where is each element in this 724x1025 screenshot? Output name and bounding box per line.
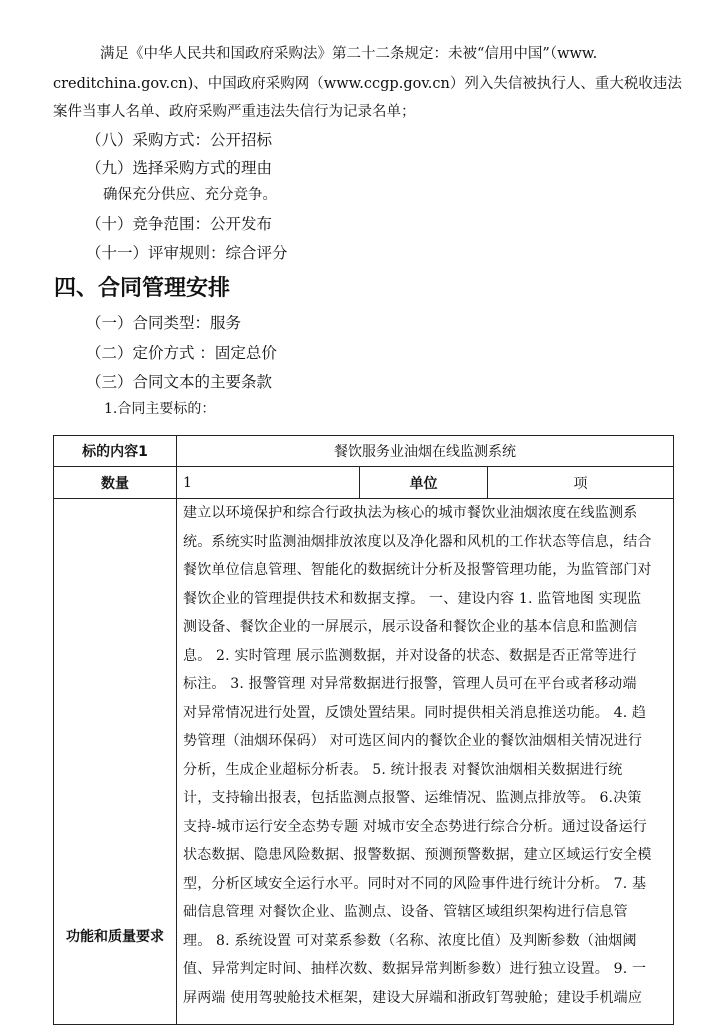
requirements-line: 对异常情况进行处置，反馈处置结果。同时提供相关消息推送功能。 4. 趋 <box>183 704 647 721</box>
requirements-line: 状态数据、隐患风险数据、报警数据、预测预警数据，建立区域运行安全模 <box>183 847 652 863</box>
requirements-label: 功能和质量要求 <box>54 499 177 1025</box>
requirements-line: 型，分析区域安全运行水平。同时对不同的风险事件进行统计分析。 7. 基 <box>183 875 647 892</box>
requirements-line: 值、异常判定时间、抽样次数、数据异常判断参数）进行独立设置。 9. 一 <box>183 961 647 977</box>
item-contract-type: （一）合同类型：服务 <box>86 314 242 332</box>
requirements-line: 息。 2. 实时管理 展示监测数据，并对设备的状态、数据是否正常等进行 <box>183 647 637 664</box>
item-competition-scope: （十）竞争范围：公开发布 <box>86 215 273 233</box>
item-method-reason: （九）选择采购方式的理由 <box>86 159 273 177</box>
reason-text: 确保充分供应、充分竞争。 <box>103 187 277 203</box>
item-review-rules: （十一）评审规则：综合评分 <box>86 244 288 262</box>
requirements-line: 餐饮单位信息管理、智能化的数据统计分析及报警管理功能，为监管部门对 <box>183 562 652 578</box>
item-contract-terms: （三）合同文本的主要条款 <box>86 373 273 391</box>
quantity-label: 数量 <box>54 467 177 499</box>
item-procurement-method: （八）采购方式：公开招标 <box>86 131 273 149</box>
requirements-line: 统。系统实时监测油烟排放浓度以及净化器和风机的工作状态等信息，结合 <box>183 533 652 550</box>
section-title: 四、合同管理安排 <box>54 276 231 301</box>
requirements-line: 理。 8. 系统设置 可对菜系参数（名称、浓度比值）及判断参数（油烟阈 <box>183 932 637 949</box>
intro-line-1: 满足《中华人民共和国政府采购法》第二十二条规定：未被“信用中国”（www. <box>100 46 598 62</box>
table-row <box>54 499 674 1025</box>
intro-line-3: 案件当事人名单、政府采购严重违法失信行为记录名单； <box>53 104 416 120</box>
subject-intro: 1.合同主要标的： <box>104 401 216 417</box>
requirements-line: 计，支持输出报表，包括监测点报警、运维情况、监测点排放等。 6.决策 <box>183 790 642 806</box>
requirements-line: 建立以环境保护和综合行政执法为核心的城市餐饮业油烟浓度在线监测系 <box>183 505 638 521</box>
requirements-line: 测设备、餐饮企业的一屏展示，展示设备和餐饮企业的基本信息和监测信 <box>183 619 638 635</box>
subject-value: 餐饮服务业油烟在线监测系统 <box>177 436 674 467</box>
contract-subject-table <box>53 435 674 1025</box>
table-row <box>54 436 674 467</box>
subject-label: 标的内容1 <box>54 436 177 467</box>
intro-line-2: creditchina.gov.cn)、中国政府采购网（www.ccgp.gov.cn）列入失信被执行人、重大税收违法 <box>53 76 682 92</box>
requirements-line: 势管理（油烟环保码） 对可选区间内的餐饮企业的餐饮油烟相关情况进行 <box>183 733 643 749</box>
requirements-line: 餐饮企业的管理提供技术和数据支撑。 一、建设内容 1. 监管地图 实现监 <box>183 590 642 607</box>
unit-value: 项 <box>488 467 674 499</box>
requirements-text <box>177 499 674 1025</box>
unit-label: 单位 <box>360 467 488 499</box>
quantity-value: 1 <box>177 467 360 499</box>
table-row <box>54 467 674 499</box>
requirements-line: 标注。 3. 报警管理 对异常数据进行报警，管理人员可在平台或者移动端 <box>183 676 637 692</box>
requirements-line: 屏两端 使用驾驶舱技术框架，建设大屏端和浙政钉驾驶舱；建设手机端应 <box>183 989 643 1006</box>
requirements-line: 分析，生成企业超标分析表。 5. 统计报表 对餐饮油烟相关数据进行统 <box>183 761 623 778</box>
item-pricing-method: （二）定价方式 ：固定总价 <box>86 344 277 362</box>
requirements-line: 支持-城市运行安全态势专题 对城市安全态势进行综合分析。通过设备运行 <box>183 818 647 835</box>
requirements-line: 础信息管理 对餐饮企业、监测点、设备、管辖区域组织架构进行信息管 <box>183 904 628 920</box>
